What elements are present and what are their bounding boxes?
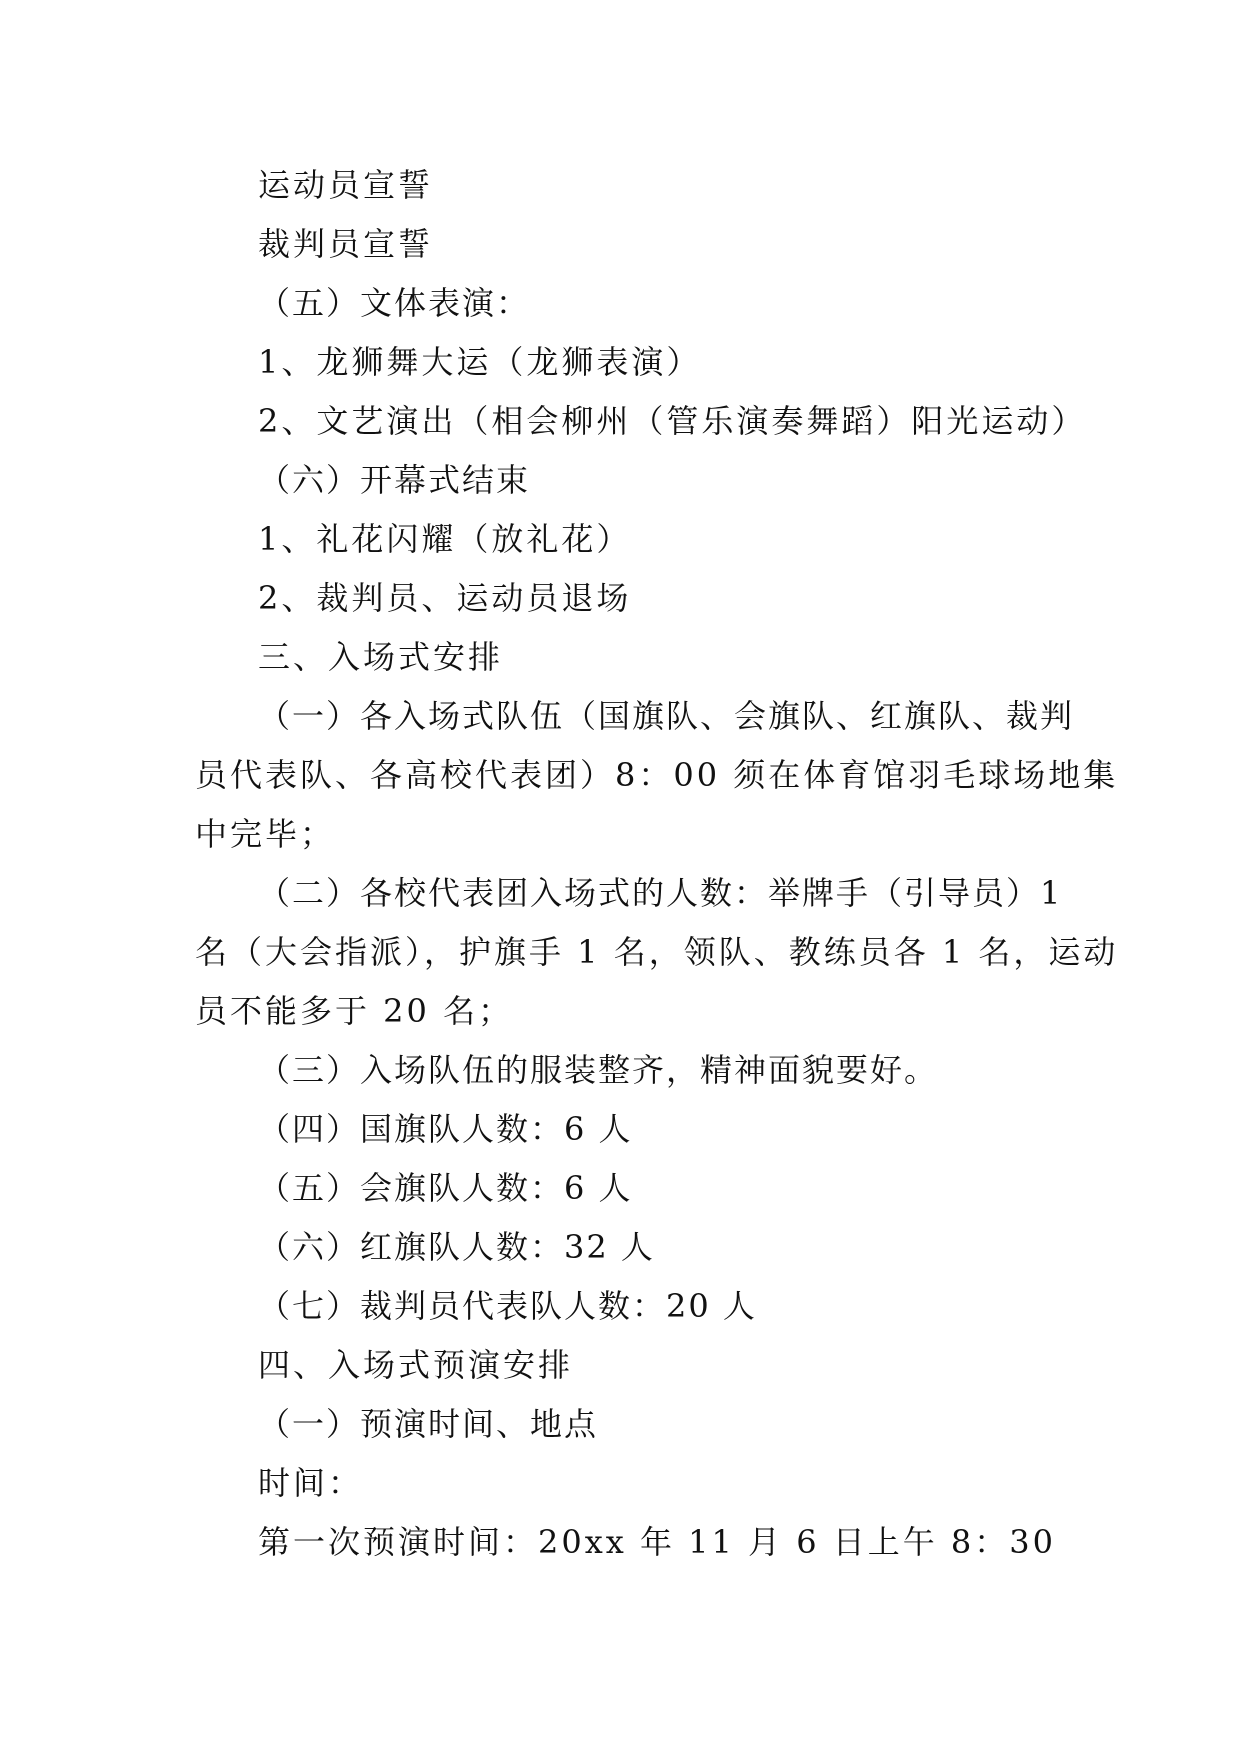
text-line-athlete-oath: 运动员宣誓 xyxy=(258,166,434,204)
text-line-time-label: 时间： xyxy=(258,1464,364,1502)
section-heading-performance: （五）文体表演： xyxy=(258,284,531,322)
text-line-red-flag-team: （六）红旗队人数：32 人 xyxy=(258,1228,655,1266)
text-line-first-rehearsal: 第一次预演时间：20xx 年 11 月 6 日上午 8：30 xyxy=(258,1523,1057,1561)
paragraph-line-4: （二）各校代表团入场式的人数：举牌手（引导员）1 xyxy=(258,874,1063,912)
text-line-referee-oath: 裁判员宣誓 xyxy=(258,225,434,263)
text-line-fireworks: 1、礼花闪耀（放礼花） xyxy=(258,520,632,558)
paragraph-line-6: 员不能多于 20 名； xyxy=(195,992,514,1030)
text-line-referee-team: （七）裁判员代表队人数：20 人 xyxy=(258,1287,757,1325)
text-line-dragon-lion: 1、龙狮舞大运（龙狮表演） xyxy=(258,343,702,381)
text-line-assembly-flag-team: （五）会旗队人数：6 人 xyxy=(258,1169,633,1207)
paragraph-line-1: （一）各入场式队伍（国旗队、会旗队、红旗队、裁判 xyxy=(258,697,1075,735)
section-heading-closing: （六）开幕式结束 xyxy=(258,461,531,499)
text-line-flag-team: （四）国旗队人数：6 人 xyxy=(258,1110,633,1148)
text-line-exit: 2、裁判员、运动员退场 xyxy=(258,579,632,617)
text-line-rehearsal-time-place: （一）预演时间、地点 xyxy=(258,1405,599,1443)
paragraph-line-5: 名（大会指派），护旗手 1 名，领队、教练员各 1 名，运动 xyxy=(195,933,1119,971)
text-line-art-performance: 2、文艺演出（相会柳州（管乐演奏舞蹈）阳光运动） xyxy=(258,402,1087,440)
section-heading-rehearsal: 四、入场式预演安排 xyxy=(258,1346,574,1384)
section-heading-entrance: 三、入场式安排 xyxy=(258,638,504,676)
paragraph-line-3: 中完毕； xyxy=(195,815,336,853)
paragraph-line-2: 员代表队、各高校代表团）8：00 须在体育馆羽毛球场地集 xyxy=(195,756,1119,794)
text-line-uniform: （三）入场队伍的服装整齐，精神面貌要好。 xyxy=(258,1051,939,1089)
